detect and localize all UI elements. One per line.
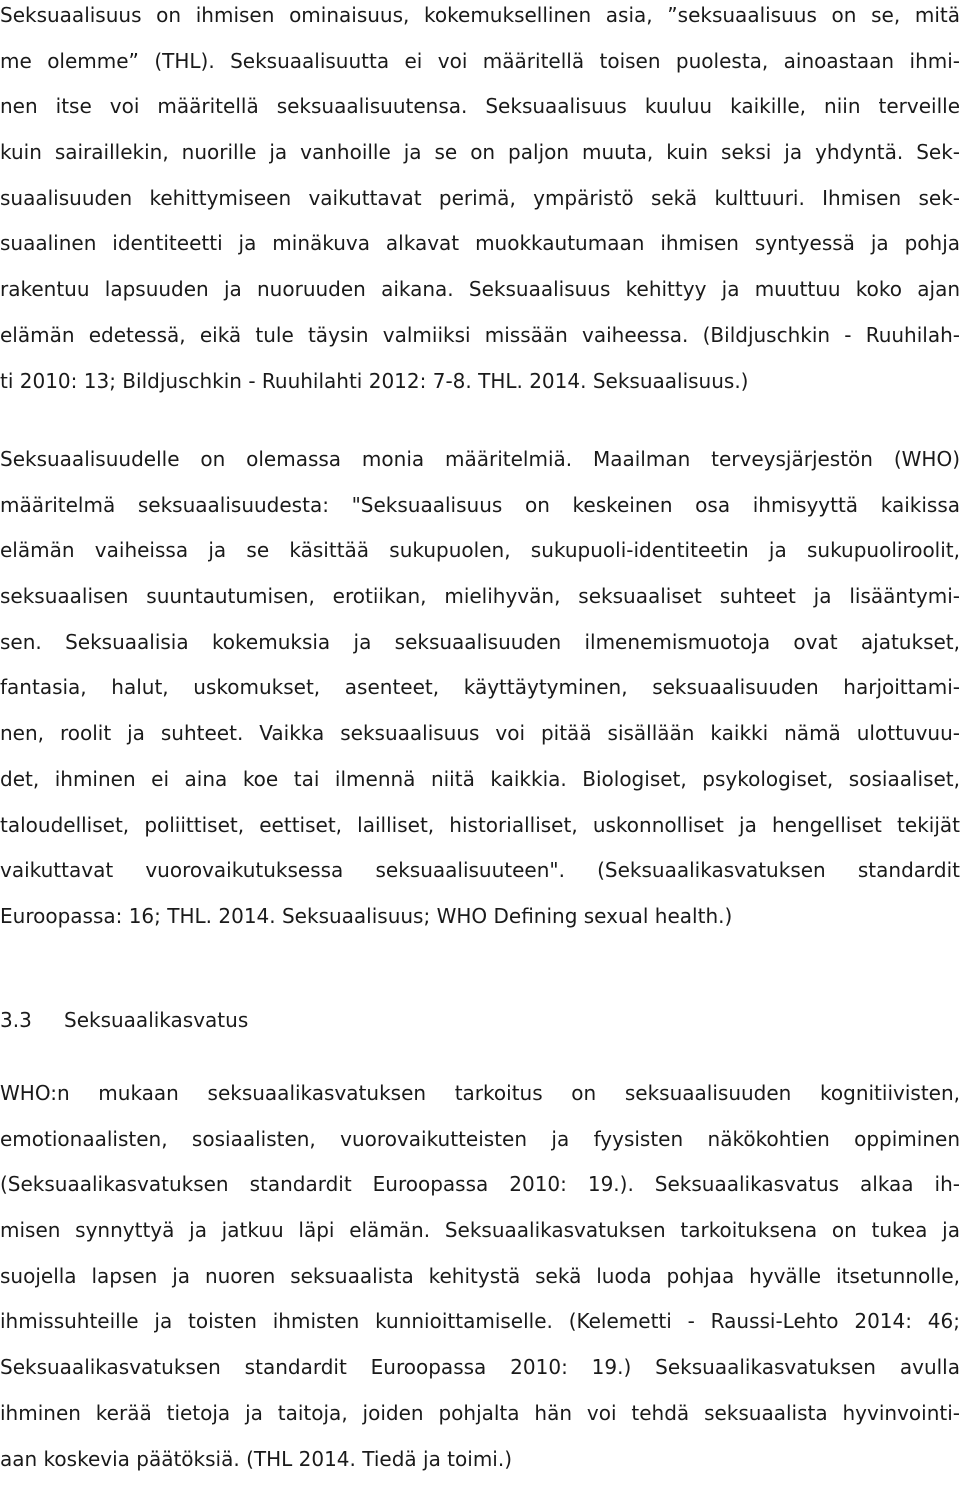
text-line: Seksuaalikasvatuksen standardit Euroopassa 2010: 19.) Seksuaalikasvatuksen avulla <box>0 1352 960 1398</box>
text-line: nen, roolit ja suhteet. Vaikka seksuaalisuus voi pitää sisällään kaikki nämä ulottuvuu- <box>0 718 960 764</box>
text-line: sen. Seksuaalisia kokemuksia ja seksuaalisuuden ilmenemismuotoja ovat ajatukset, <box>0 627 960 673</box>
text-line: taloudelliset, poliittiset, eettiset, lailliset, historialliset, uskonnolliset ja hengelliset tekijät <box>0 810 960 856</box>
text-line: det, ihminen ei aina koe tai ilmennä niitä kaikkia. Biologiset, psykologiset, sosiaaliset, <box>0 764 960 810</box>
text-line: elämän edetessä, eikä tule täysin valmiiksi missään vaiheessa. (Bildjuschkin - Ruuhilah- <box>0 320 960 366</box>
paragraph-sexuality-definition <box>0 0 960 411</box>
text-line: ihmissuhteille ja toisten ihmisten kunnioittamiselle. (Kelemetti - Raussi-Lehto 2014: 46; <box>0 1306 960 1352</box>
text-line: WHO:n mukaan seksuaalikasvatuksen tarkoitus on seksuaalisuuden kognitiivisten, <box>0 1078 960 1124</box>
text-line: seksuaalisen suuntautumisen, erotiikan, mielihyvän, seksuaaliset suhteet ja lisääntymi- <box>0 581 960 627</box>
text-line: määritelmä seksuaalisuudesta: "Seksuaalisuus on keskeinen osa ihmisyyttä kaikissa <box>0 490 960 536</box>
text-line: fantasia, halut, uskomukset, asenteet, käyttäytyminen, seksuaalisuuden harjoittami- <box>0 672 960 718</box>
text-line: suaalinen identiteetti ja minäkuva alkavat muokkautumaan ihmisen syntyessä ja pohja <box>0 228 960 274</box>
paragraph-sex-education <box>0 1078 960 1489</box>
text-line: aan koskevia päätöksiä. (THL 2014. Tiedä ja toimi.) <box>0 1444 960 1489</box>
section-number: 3.3 <box>0 1004 64 1036</box>
text-line: Seksuaalisuudelle on olemassa monia määritelmiä. Maailman terveysjärjestön (WHO) <box>0 444 960 490</box>
text-line: me olemme” (THL). Seksuaalisuutta ei voi määritellä toisen puolesta, ainoastaan ihmi- <box>0 46 960 92</box>
text-line: Euroopassa: 16; THL. 2014. Seksuaalisuus; WHO Defining sexual health.) <box>0 901 960 947</box>
text-line: ihminen kerää tietoja ja taitoja, joiden pohjalta hän voi tehdä seksuaalista hyvinvointi- <box>0 1398 960 1444</box>
paragraph-who-definition <box>0 444 960 947</box>
text-line: Seksuaalisuus on ihmisen ominaisuus, kokemuksellinen asia, ”seksuaalisuus on se, mitä <box>0 0 960 46</box>
text-line: suojella lapsen ja nuoren seksuaalista kehitystä sekä luoda pohjaa hyvälle itsetunnolle, <box>0 1261 960 1307</box>
section-title: Seksuaalikasvatus <box>64 1008 248 1032</box>
section-heading <box>0 1004 248 1036</box>
text-line: misen synnyttyä ja jatkuu läpi elämän. Seksuaalikasvatuksen tarkoituksena on tukea ja <box>0 1215 960 1261</box>
text-line: suaalisuuden kehittymiseen vaikuttavat perimä, ympäristö sekä kulttuuri. Ihmisen sek- <box>0 183 960 229</box>
text-line: ti 2010: 13; Bildjuschkin - Ruuhilahti 2012: 7-8. THL. 2014. Seksuaalisuus.) <box>0 366 960 412</box>
text-line: rakentuu lapsuuden ja nuoruuden aikana. Seksuaalisuus kehittyy ja muuttuu koko ajan <box>0 274 960 320</box>
text-line: elämän vaiheissa ja se käsittää sukupuolen, sukupuoli-identiteetin ja sukupuoliroolit, <box>0 535 960 581</box>
text-line: vaikuttavat vuorovaikutuksessa seksuaalisuuteen". (Seksuaalikasvatuksen standardit <box>0 855 960 901</box>
text-line: emotionaalisten, sosiaalisten, vuorovaikutteisten ja fyysisten näkökohtien oppiminen <box>0 1124 960 1170</box>
text-line: kuin sairaillekin, nuorille ja vanhoille ja se on paljon muuta, kuin seksi ja yhdyntä. Sek- <box>0 137 960 183</box>
text-line: (Seksuaalikasvatuksen standardit Euroopassa 2010: 19.). Seksuaalikasvatus alkaa ih- <box>0 1169 960 1215</box>
text-line: nen itse voi määritellä seksuaalisuutensa. Seksuaalisuus kuuluu kaikille, niin terveille <box>0 91 960 137</box>
